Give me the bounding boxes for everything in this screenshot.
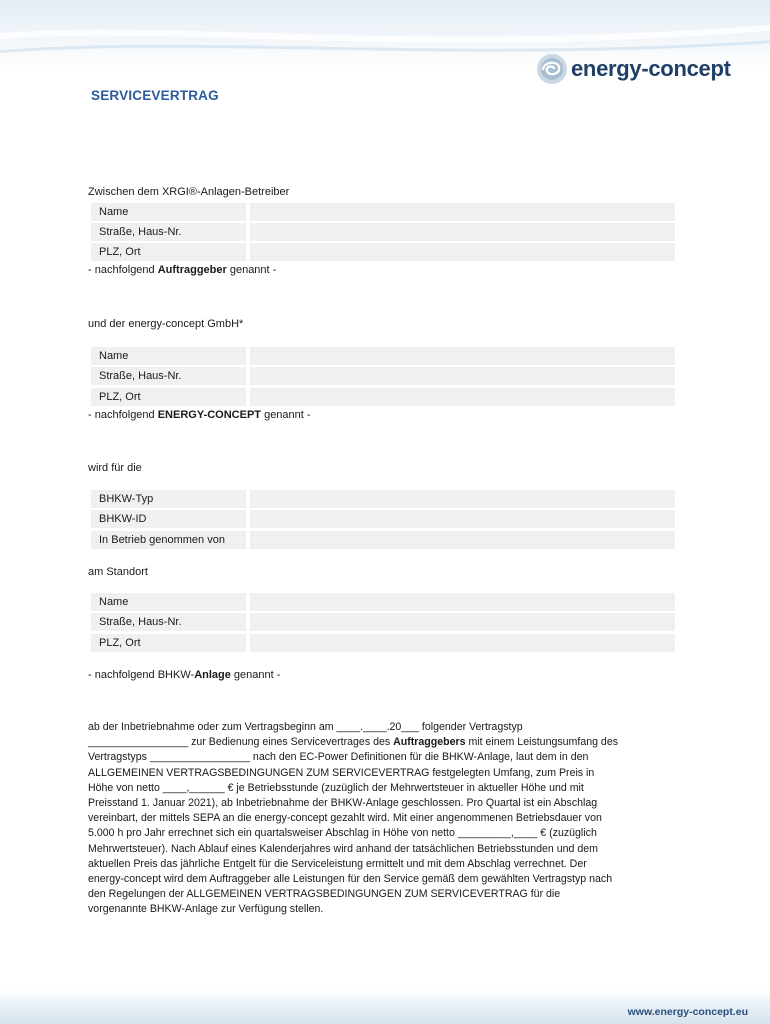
paragraph-line: ALLGEMEINEN VERTRAGSBEDINGUNGEN ZUM SERVICEVERTRAG festgelegten Umfang, zum Preis in bbox=[88, 766, 595, 779]
location-city-field[interactable] bbox=[250, 634, 675, 652]
party1-street-row bbox=[91, 223, 675, 241]
party2-street-row bbox=[91, 367, 675, 385]
plant-id-row bbox=[91, 510, 675, 528]
plant-type-field[interactable] bbox=[250, 490, 675, 508]
paragraph-line: Preisstand 1. Januar 2021), ab Inbetriebnahme der BHKW-Anlage geschlossen. Pro Quartal ist ein Abschlag bbox=[88, 797, 598, 810]
field-label: BHKW-Typ bbox=[91, 490, 246, 508]
logo-text: energy-concept bbox=[571, 56, 731, 81]
party1-suffix: - nachfolgend Auftraggeber genannt - bbox=[88, 264, 277, 276]
party1-name-field[interactable] bbox=[250, 203, 675, 221]
field-label: PLZ, Ort bbox=[91, 243, 246, 261]
field-label: PLZ, Ort bbox=[91, 634, 246, 652]
location-intro: am Standort bbox=[88, 566, 148, 578]
energy-concept-logo bbox=[535, 52, 731, 86]
party1-intro: Zwischen dem XRGI®-Anlagen-Betreiber bbox=[88, 186, 290, 198]
swirl-icon bbox=[535, 52, 569, 86]
party1-name-row bbox=[91, 203, 675, 221]
party2-city-field[interactable] bbox=[250, 388, 675, 406]
location-street-field[interactable] bbox=[250, 613, 675, 631]
location-street-row bbox=[91, 613, 675, 631]
party2-city-row bbox=[91, 388, 675, 406]
location-suffix: - nachfolgend BHKW-Anlage genannt - bbox=[88, 669, 281, 681]
field-label: Straße, Haus-Nr. bbox=[91, 613, 246, 631]
party1-street-field[interactable] bbox=[250, 223, 675, 241]
location-name-row bbox=[91, 593, 675, 611]
paragraph-line: ab der Inbetriebnahme oder zum Vertragsbeginn am ____.____.20___ folgender Vertragstyp bbox=[88, 721, 523, 733]
paragraph-line: energy-concept wird dem Auftraggeber alle Leistungen für den Service gemäß dem gewählten Vertragstyp nach bbox=[88, 873, 613, 886]
party2-street-field[interactable] bbox=[250, 367, 675, 385]
paragraph-line: _________________ zur Bedienung eines Servicevertrages des Auftraggebers mit einem Leistungsumfang des bbox=[88, 736, 619, 749]
plant-type-row bbox=[91, 490, 675, 508]
paragraph-line: vereinbart, der mittels SEPA an die energy-concept gezahlt wird. Mit einer angenommenen Betriebsdauer von bbox=[88, 812, 602, 825]
paragraph-line: vorgenannte BHKW-Anlage zur Verfügung stellen. bbox=[88, 903, 324, 916]
party2-name-field[interactable] bbox=[250, 347, 675, 365]
field-label: Name bbox=[91, 593, 246, 611]
field-label: PLZ, Ort bbox=[91, 388, 246, 406]
field-label: Name bbox=[91, 203, 246, 221]
field-label: Straße, Haus-Nr. bbox=[91, 367, 246, 385]
location-city-row bbox=[91, 634, 675, 652]
field-label: Name bbox=[91, 347, 246, 365]
paragraph-line: Vertragstyps _________________ nach den EC-Power Definitionen für die BHKW-Anlage, laut dem in den bbox=[88, 751, 589, 764]
party1-city-row bbox=[91, 243, 675, 261]
field-label: Straße, Haus-Nr. bbox=[91, 223, 246, 241]
plant-commissioned-row bbox=[91, 531, 675, 549]
document-title: SERVICEVERTRAG bbox=[91, 88, 219, 103]
plant-intro: wird für die bbox=[88, 462, 142, 474]
party2-name-row bbox=[91, 347, 675, 365]
contract-paragraph bbox=[88, 720, 688, 918]
field-label: BHKW-ID bbox=[91, 510, 246, 528]
party2-suffix: - nachfolgend ENERGY-CONCEPT genannt - bbox=[88, 409, 311, 421]
party2-intro: und der energy-concept GmbH* bbox=[88, 318, 244, 330]
paragraph-line: aktuellen Preis das jährliche Entgelt für die Serviceleistung ermittelt und mit dem Abschlag verrechnet. Der bbox=[88, 857, 587, 870]
footer-url[interactable]: www.energy-concept.eu bbox=[627, 1006, 748, 1018]
paragraph-line: 5.000 h pro Jahr errechnet sich ein quartalsweiser Abschlag in Höhe von netto _________,____ € (zuzüglich bbox=[88, 827, 597, 840]
plant-commissioned-field[interactable] bbox=[250, 531, 675, 549]
paragraph-line: Mehrwertsteuer). Nach Ablauf eines Kalenderjahres wird anhand der tatsächlichen Betriebsstunden und dem bbox=[88, 842, 598, 855]
field-label: In Betrieb genommen von bbox=[91, 531, 246, 549]
location-name-field[interactable] bbox=[250, 593, 675, 611]
paragraph-line: den Regelungen der ALLGEMEINEN VERTRAGSBEDINGUNGEN ZUM SERVICEVERTRAG für die bbox=[88, 888, 561, 901]
paragraph-line: Höhe von netto ____,______ € je Betriebsstunde (zuzüglich der Mehrwertsteuer in aktueller Höhe und mit bbox=[88, 781, 584, 794]
party1-city-field[interactable] bbox=[250, 243, 675, 261]
plant-id-field[interactable] bbox=[250, 510, 675, 528]
